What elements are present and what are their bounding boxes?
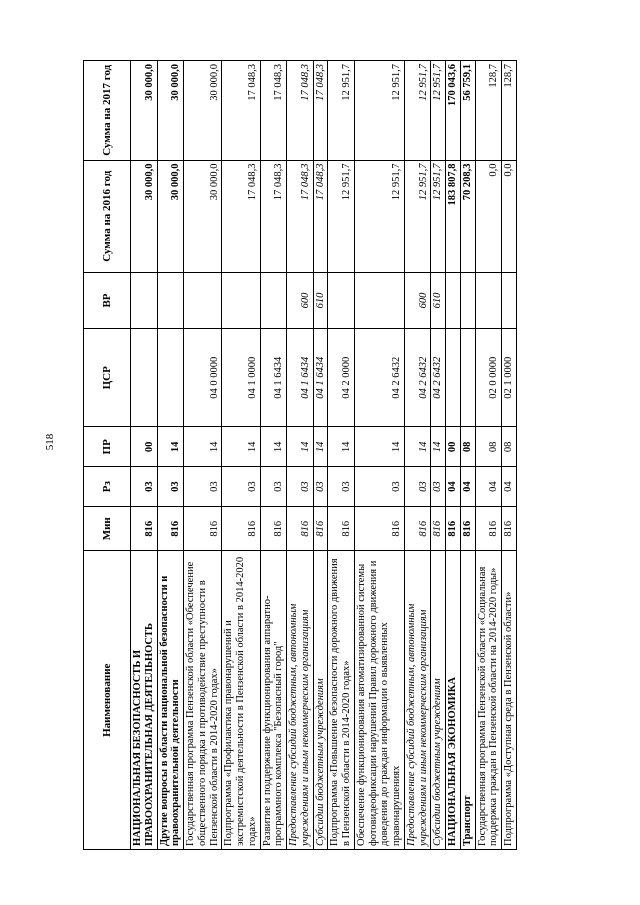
header-pr: ПР <box>84 427 131 467</box>
row-pr: 14 <box>260 427 287 467</box>
row-min: 816 <box>131 507 158 551</box>
row-vr <box>354 272 404 328</box>
row-name: Развитие и поддержание функционирования аппаратно-программного комплекса "Безопасный город" <box>260 551 287 850</box>
row-csr: 04 2 6432 <box>404 329 431 427</box>
row-name: Подпрограмма «Доступная среда в Пензенской области» <box>502 551 517 850</box>
budget-table <box>83 60 517 850</box>
table-row <box>502 61 517 850</box>
row-min: 816 <box>287 507 314 551</box>
table-row <box>328 61 355 850</box>
row-pr: 08 <box>502 427 517 467</box>
row-rz: 03 <box>354 467 404 507</box>
row-sum-2017: 17 048,3 <box>260 61 287 161</box>
table-row <box>446 61 461 850</box>
row-sum-2017: 12 951,7 <box>404 61 431 161</box>
table-row <box>260 61 287 850</box>
row-csr <box>157 329 184 427</box>
row-min: 816 <box>313 507 328 551</box>
row-name: Подпрограмма «Профилактика правонарушений и экстремистской деятельности в Пензенской области в 2014-2020 годах» <box>222 551 260 850</box>
row-sum-2017: 128,7 <box>502 61 517 161</box>
table-row <box>184 61 222 850</box>
row-rz: 03 <box>260 467 287 507</box>
header-rz: Рз <box>84 467 131 507</box>
header-csr: ЦСР <box>84 329 131 427</box>
row-name: Государственная программа Пензенской области «Обеспечение общественного порядка и противодействие преступности в Пензенской области в 2014-2020 годах» <box>184 551 222 850</box>
row-csr: 04 1 6434 <box>260 329 287 427</box>
row-sum-2016: 0,0 <box>502 160 517 272</box>
row-sum-2016: 30 000,0 <box>157 160 184 272</box>
row-rz: 04 <box>502 467 517 507</box>
row-csr <box>131 329 158 427</box>
row-pr: 14 <box>157 427 184 467</box>
header-name: Наименование <box>84 551 131 850</box>
row-vr: 610 <box>431 272 446 328</box>
table-row <box>222 61 260 850</box>
row-name: Предоставление субсидий бюджетным, автономным учреждениям и иным некоммерческим организациям <box>287 551 314 850</box>
row-min: 816 <box>260 507 287 551</box>
row-name: Подпрограмма «Повышение безопасности дорожного движения в Пензенской области в 2014-2020 годах» <box>328 551 355 850</box>
row-sum-2016: 12 951,7 <box>404 160 431 272</box>
row-min: 816 <box>328 507 355 551</box>
row-min: 816 <box>354 507 404 551</box>
row-rz: 03 <box>157 467 184 507</box>
row-rz: 03 <box>313 467 328 507</box>
table-row <box>287 61 314 850</box>
row-sum-2016: 17 048,3 <box>222 160 260 272</box>
row-sum-2016: 17 048,3 <box>313 160 328 272</box>
row-name: Предоставление субсидий бюджетным, автономным учреждениям и иным некоммерческим организациям <box>404 551 431 850</box>
row-min: 816 <box>157 507 184 551</box>
row-sum-2017: 17 048,3 <box>287 61 314 161</box>
row-vr: 600 <box>404 272 431 328</box>
row-rz: 03 <box>431 467 446 507</box>
row-sum-2016: 30 000,0 <box>131 160 158 272</box>
row-sum-2016: 17 048,3 <box>287 160 314 272</box>
row-vr <box>131 272 158 328</box>
row-sum-2017: 56 759,1 <box>460 61 475 161</box>
table-header-row <box>84 61 131 850</box>
row-csr: 04 0 0000 <box>184 329 222 427</box>
row-vr <box>328 272 355 328</box>
row-sum-2017: 30 000,0 <box>157 61 184 161</box>
header-min: Мин <box>84 507 131 551</box>
row-sum-2016: 17 048,3 <box>260 160 287 272</box>
row-csr: 04 1 6434 <box>313 329 328 427</box>
row-name: Субсидии бюджетным учреждениям <box>431 551 446 850</box>
row-csr: 04 1 6434 <box>287 329 314 427</box>
table-row <box>475 61 502 850</box>
row-rz: 03 <box>131 467 158 507</box>
row-min: 816 <box>502 507 517 551</box>
table-row <box>131 61 158 850</box>
row-csr: 04 2 6432 <box>431 329 446 427</box>
row-rz: 04 <box>475 467 502 507</box>
row-rz: 03 <box>184 467 222 507</box>
row-sum-2017: 12 951,7 <box>354 61 404 161</box>
row-sum-2016: 12 951,7 <box>431 160 446 272</box>
table-row <box>354 61 404 850</box>
row-vr: 600 <box>287 272 314 328</box>
row-vr <box>184 272 222 328</box>
row-sum-2017: 12 951,7 <box>431 61 446 161</box>
row-sum-2017: 17 048,3 <box>313 61 328 161</box>
row-sum-2016: 0,0 <box>475 160 502 272</box>
rotated-page <box>83 60 569 850</box>
row-sum-2016: 70 208,3 <box>460 160 475 272</box>
row-name: Государственная программа Пензенской области «Социальная поддержка граждан в Пензенской области на 2014-2020 годы» <box>475 551 502 850</box>
row-min: 816 <box>404 507 431 551</box>
row-min: 816 <box>222 507 260 551</box>
row-min: 816 <box>184 507 222 551</box>
row-name: НАЦИОНАЛЬНАЯ ЭКОНОМИКА <box>446 551 461 850</box>
row-csr <box>446 329 461 427</box>
row-rz: 03 <box>328 467 355 507</box>
row-vr <box>222 272 260 328</box>
row-sum-2016: 183 807,8 <box>446 160 461 272</box>
row-sum-2017: 30 000,0 <box>184 61 222 161</box>
row-sum-2017: 30 000,0 <box>131 61 158 161</box>
table-body <box>131 61 517 850</box>
row-vr <box>475 272 502 328</box>
row-vr <box>460 272 475 328</box>
table-row <box>404 61 431 850</box>
row-pr: 14 <box>328 427 355 467</box>
table-row <box>157 61 184 850</box>
row-pr: 14 <box>404 427 431 467</box>
row-rz: 03 <box>222 467 260 507</box>
row-name: Субсидии бюджетным учреждениям <box>313 551 328 850</box>
page-number: 518 <box>44 433 56 451</box>
header-sum-2016: Сумма на 2016 год <box>84 160 131 272</box>
table-row <box>431 61 446 850</box>
row-rz: 03 <box>404 467 431 507</box>
header-vr: ВР <box>84 272 131 328</box>
row-name: НАЦИОНАЛЬНАЯ БЕЗОПАСНОСТЬ И ПРАВООХРАНИТЕЛЬНАЯ ДЕЯТЕЛЬНОСТЬ <box>131 551 158 850</box>
row-pr: 14 <box>222 427 260 467</box>
row-sum-2016: 12 951,7 <box>328 160 355 272</box>
row-sum-2017: 170 043,6 <box>446 61 461 161</box>
row-csr: 04 2 6432 <box>354 329 404 427</box>
row-vr <box>157 272 184 328</box>
row-sum-2017: 12 951,7 <box>328 61 355 161</box>
row-vr: 610 <box>313 272 328 328</box>
rotated-content <box>83 60 569 850</box>
row-pr: 14 <box>184 427 222 467</box>
row-pr: 00 <box>446 427 461 467</box>
header-sum-2017: Сумма на 2017 год <box>84 61 131 161</box>
row-sum-2017: 128,7 <box>475 61 502 161</box>
row-rz: 03 <box>287 467 314 507</box>
row-csr: 04 2 0000 <box>328 329 355 427</box>
row-pr: 08 <box>460 427 475 467</box>
row-vr <box>446 272 461 328</box>
row-min: 816 <box>446 507 461 551</box>
row-vr <box>502 272 517 328</box>
row-pr: 08 <box>475 427 502 467</box>
row-csr: 04 1 0000 <box>222 329 260 427</box>
row-sum-2017: 17 048,3 <box>222 61 260 161</box>
row-min: 816 <box>475 507 502 551</box>
row-pr: 00 <box>131 427 158 467</box>
table-row <box>313 61 328 850</box>
row-csr: 02 1 0000 <box>502 329 517 427</box>
row-name: Транспорт <box>460 551 475 850</box>
row-vr <box>260 272 287 328</box>
table-row <box>460 61 475 850</box>
row-csr: 02 0 0000 <box>475 329 502 427</box>
row-pr: 14 <box>354 427 404 467</box>
row-min: 816 <box>431 507 446 551</box>
row-pr: 14 <box>313 427 328 467</box>
row-sum-2016: 12 951,7 <box>354 160 404 272</box>
row-pr: 14 <box>431 427 446 467</box>
row-name: Обеспечение функционирования автоматизированной системы фотовидеофиксации нарушений Правил дорожного движения и доведения до граждан информации о выявленных правонарушениях <box>354 551 404 850</box>
row-pr: 14 <box>287 427 314 467</box>
row-csr <box>460 329 475 427</box>
row-min: 816 <box>460 507 475 551</box>
row-rz: 04 <box>446 467 461 507</box>
row-rz: 04 <box>460 467 475 507</box>
row-sum-2016: 30 000,0 <box>184 160 222 272</box>
row-name: Другие вопросы в области национальной безопасности и правоохранительной деятельности <box>157 551 184 850</box>
